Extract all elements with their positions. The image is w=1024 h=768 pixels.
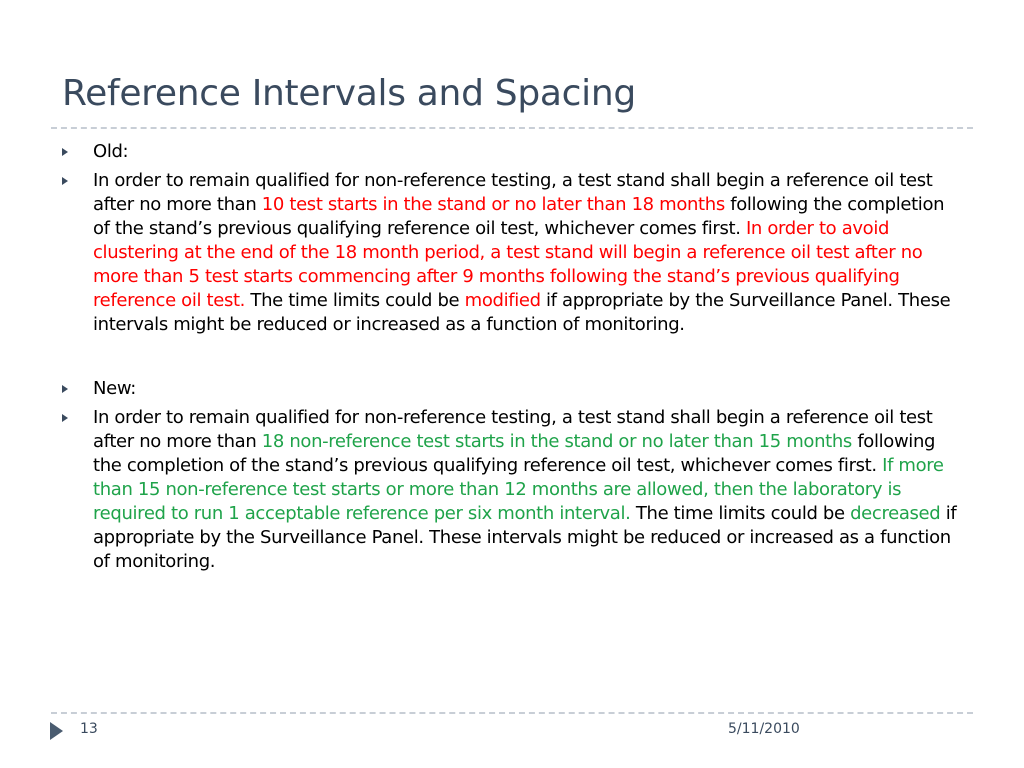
triangle-bullet-icon [62,148,68,156]
new-text-4: if appropriate by the Surveillance Panel. These intervals might be reduced or increased as a function of monitoring. [93,503,957,572]
old-text-3: The time limits could be [245,290,465,311]
page-title: Reference Intervals and Spacing [62,73,636,114]
triangle-bullet-icon [62,414,68,422]
new-heading: New: [93,378,136,399]
title-divider [51,127,973,129]
new-highlight-1: 18 non-reference test starts in the stand or no later than 15 months [261,431,852,452]
bullet-new-text [62,406,962,574]
old-text-4: if appropriate by the Surveillance Panel. These intervals might be reduced or increased as a function of monitoring. [93,290,951,335]
footer-date: 5/11/2010 [728,721,800,737]
new-text-3: The time limits could be [630,503,851,524]
triangle-bullet-icon [62,177,68,185]
bullet-old-heading [62,140,962,164]
new-highlight-2: If more than 15 non-reference test starts or more than 12 months are allowed, then the laboratory is required to run 1 acceptable reference per six month interval. [93,455,944,524]
old-text-2: following the completion of the stand’s previous qualifying reference oil test, whichever comes first. [93,194,945,239]
old-highlight-2: In order to avoid clustering at the end of the 18 month period, a test stand will begin a reference oil test after no more than 5 test starts commencing after 9 months following the stand’s previous qualifying reference oil test. [93,218,923,311]
footer-divider [51,712,973,714]
bullet-new-heading [62,377,962,401]
new-highlight-3: decreased [850,503,941,524]
old-highlight-3: modified [464,290,541,311]
old-text-1: In order to remain qualified for non-reference testing, a test stand shall begin a reference oil test after no more than [93,170,933,215]
slide-body [62,140,962,574]
bullet-old-text [62,169,962,337]
old-heading: Old: [93,141,129,162]
triangle-arrow-icon [50,722,63,740]
old-highlight-1: 10 test starts in the stand or no later than 18 months [261,194,725,215]
page-number: 13 [80,721,98,737]
triangle-bullet-icon [62,385,68,393]
new-text-2: following the completion of the stand’s previous qualifying reference oil test, whichever comes first. [93,431,936,476]
new-text-1: In order to remain qualified for non-reference testing, a test stand shall begin a reference oil test after no more than [93,407,933,452]
